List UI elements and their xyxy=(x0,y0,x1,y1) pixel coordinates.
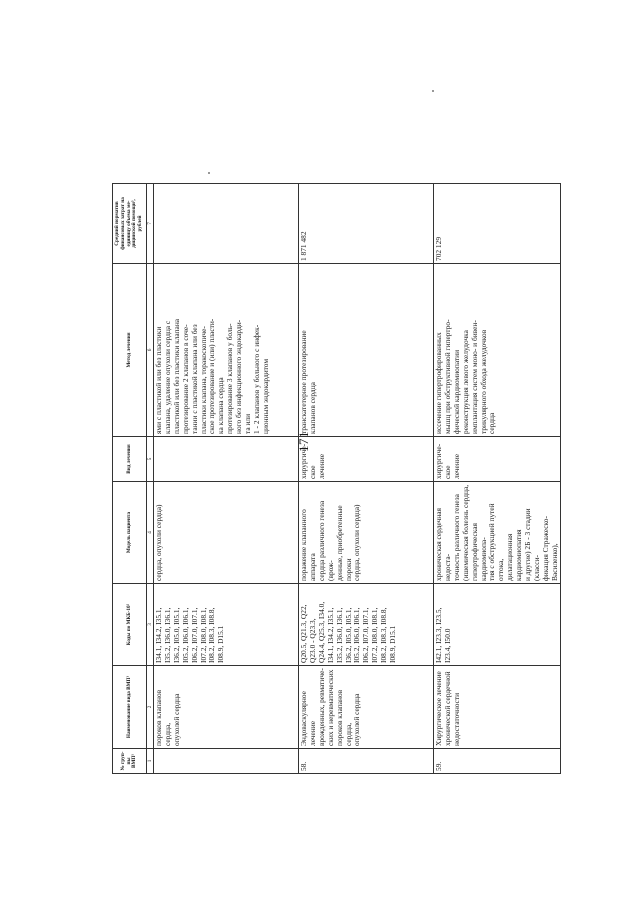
cell-treatment-type: хирургиче- ское лечение xyxy=(434,437,561,482)
header-average-cost: Средний норматив финансовых затрат на единицу объема ме- дицинской помощи³, рублей xyxy=(113,184,147,264)
cell-vmp-name: пороков клапанов сердца, опухолей сердца xyxy=(154,666,299,749)
cell-treatment-method: ями с пластикой или без пластики клапана, удаление опухоли сердца с пластикой или без пластики клапана протезирование 2 клапанов в соче- тании с пластикой клапана или без пластики клапана, торакоскопиче- ское протезирование и (или) пласти- ка клапана сердца протезирование 3 клапанов у боль- ного без инфекционного эндокарди- та или 1 - 2 клапанов у больного с инфек- ционным эндокардитом xyxy=(154,264,299,437)
header-icd-codes: Коды по МКБ-10² xyxy=(113,584,147,666)
cell-patient-model: поражение клапанного аппарата сердца различного генеза (врож- денные, приобретенные пороки сердца, опухоли сердца) xyxy=(299,482,434,584)
cell-treatment-type: хирургиче- ское лечение xyxy=(299,437,434,482)
header-row xyxy=(113,184,147,774)
cell-patient-model: сердца, опухоли сердца) xyxy=(154,482,299,584)
cell-patient-model: хроническая сердечная недоста- точность различного генеза (ишемическая болезнь сердца, гипертрофическая кардиомиопа- тия с обструкцией путей оттока, дилатационная кардиомиопатия и другие) 2Б - 3 стадии (класси- фикация Стражеско-Василенко), xyxy=(434,482,561,584)
cell-icd-codes: I34.1, I34.2, I35.1, I35.2, I36.0, I36.1, I36.2, I05.0, I05.1, I05.2, I06.0, I06.1, I06.2, I07.0, I07.1, I07.2, I08.0, I08.1, I08.2, I08.3, I08.8, I08.9, D15.1 xyxy=(154,584,299,666)
table-row xyxy=(154,184,299,774)
column-number: 7 xyxy=(147,184,154,264)
table-row xyxy=(434,184,561,774)
cell-average-cost xyxy=(154,184,299,264)
header-vmp-name: Наименование вида ВМП¹ xyxy=(113,666,147,749)
cell-treatment-method: транскатетерное протезирование клапанов сердца xyxy=(299,264,434,437)
column-number: 3 xyxy=(147,584,154,666)
column-number: 1 xyxy=(147,749,154,774)
cell-icd-codes: I42.1, I23.3, I23.5, I23.4, I50.0 xyxy=(434,584,561,666)
header-group-number: № груп- пы ВМП¹ xyxy=(113,749,147,774)
header-treatment-type: Вид лечения xyxy=(113,437,147,482)
cell-vmp-name: Хирургическое лечение хронической сердечной недостаточности xyxy=(434,666,561,749)
rotated-table-container xyxy=(112,184,559,774)
cell-treatment-method: иссечение гипертрофированных мышц при обструктивной гипертро- фической кардиомиопатии реконструкция левого желудочка имплантация систем моно- и бивен- трикулярного обхода желудочков сердца xyxy=(434,264,561,437)
cell-group-number xyxy=(154,749,299,774)
cell-average-cost: 1 871 482 xyxy=(299,184,434,264)
header-patient-model: Модель пациента xyxy=(113,482,147,584)
column-number: 4 xyxy=(147,482,154,584)
table-row xyxy=(299,184,434,774)
scan-speck xyxy=(432,90,434,92)
header-treatment-method: Метод лечения xyxy=(113,264,147,437)
cell-group-number: 59. xyxy=(434,749,561,774)
column-number: 6 xyxy=(147,264,154,437)
cell-icd-codes: Q20.5, Q21.3, Q22, Q23.0 - Q23.3, Q24.4, Q25.3, I34.0, I34.1, I34.2, I35.1, I35.2, I36.0, I36.1, I36.2, I05.0, I05.1, I05.2, I06.0, I06.1, I06.2, I07.0, I07.1, I07.2, I08.0, I08.1, I08.2, I08.3, I08.8, I08.9, D15.1 xyxy=(299,584,434,666)
cell-group-number: 58. xyxy=(299,749,434,774)
column-number: 2 xyxy=(147,666,154,749)
cell-average-cost: 702 129 xyxy=(434,184,561,264)
column-number: 5 xyxy=(147,437,154,482)
cell-vmp-name: Эндоваскулярное лечение врожденных, ревматиче- ских и неревматических пороков клапанов сердца, опухолей сердца xyxy=(299,666,434,749)
cell-treatment-type xyxy=(154,437,299,482)
vmp-table xyxy=(112,183,561,774)
column-number-row xyxy=(147,184,154,774)
page-number: 171 xyxy=(296,431,311,452)
scan-speck xyxy=(208,172,210,174)
